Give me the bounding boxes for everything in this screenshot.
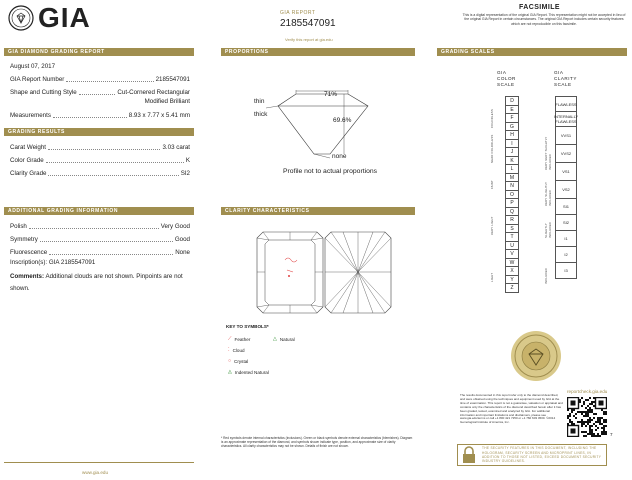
- clarity-grade-i2: I2: [555, 247, 577, 263]
- girdle-thin: thin: [254, 98, 265, 105]
- key-title: KEY TO SYMBOLS*: [226, 324, 269, 329]
- key-indented-natural: ◬ Indented Natural: [228, 369, 269, 375]
- clarity-group-vs: VERY SLIGHTLY INCLUDED: [544, 181, 552, 206]
- color-grade-y: Y: [505, 276, 519, 285]
- key-natural: △ Natural: [273, 336, 295, 342]
- girdle-thick: thick: [254, 111, 268, 118]
- disclaimer-text: The results documented in this report refer only to the diamond described, and were obtained using the techniques and equipment used by GIA at the time of examination. This report is not a guarantee, valuation or appraisal and contains only the characteristics of the diamond described herein after it has been graded, tested, examined and analyzed by GIA. For additional information and important limitations and disclaimers, please see www.gia.edu/terms or call +1 800 421 7250 or +1 760 603 4500. ©2014 Gemological Institute of America, Inc.: [460, 393, 563, 425]
- security-box: [457, 444, 607, 466]
- color-grade-m: M: [505, 174, 519, 183]
- color-group-near-colorless: NEAR COLORLESS: [490, 134, 494, 163]
- color-grade-z: Z: [505, 284, 519, 293]
- color-grade-j: J: [505, 148, 519, 157]
- proportions-diagram: [258, 86, 388, 162]
- verify-link[interactable]: Verify this report at gia.edu: [285, 37, 333, 42]
- qr-code-icon[interactable]: [567, 397, 607, 437]
- color-grade-k: K: [505, 157, 519, 166]
- color-grade-g: G: [505, 123, 519, 132]
- color-grade-t: T: [505, 233, 519, 242]
- key-cloud: ⁚ Cloud: [228, 347, 245, 353]
- clarity-grade-vs1: VS1: [555, 163, 577, 181]
- color-grade-x: X: [505, 267, 519, 276]
- culet-size: none: [332, 153, 347, 160]
- clarity-grade-flawless: FLAWLESS: [555, 97, 577, 112]
- additional-bar: ADDITIONAL GRADING INFORMATION: [4, 207, 194, 215]
- shape-value-line2: Modified Brilliant: [144, 98, 190, 105]
- report-date: August 07, 2017: [10, 63, 56, 70]
- color-grade-d: D: [505, 97, 519, 106]
- reportcheck-link[interactable]: reportcheck.gia.edu: [567, 389, 608, 394]
- row-report-number: GIA Report Number 2185547091: [10, 76, 190, 83]
- row-fluorescence: Fluorescence None: [10, 249, 190, 256]
- diamond-report-bar: GIA DIAMOND GRADING REPORT: [4, 48, 194, 56]
- clarity-grade-si1: SI1: [555, 199, 577, 215]
- facsimile-note: This is a digital representation of the original GIA Report. This representation might not be accepted in lieu of the original GIA Report in certain circumstances. The original GIA Report includes certain security features which are not reproducible on this facsimile.: [462, 13, 626, 26]
- row-shape: Shape and Cutting Style Cut-Cornered Rectangular: [10, 89, 190, 96]
- row-clarity: Clarity Grade SI2: [10, 170, 190, 177]
- color-grade-p: P: [505, 199, 519, 208]
- feather-icon: ⟋: [228, 336, 232, 342]
- gia-gold-seal-icon: [510, 330, 562, 382]
- report-title: GIA REPORT: [280, 10, 316, 16]
- security-text: THE SECURITY FEATURES IN THIS DOCUMENT, INCLUDING THE HOLOGRAM, SECURITY SCREEN AND MICROPRINT LINES, IN ADDITION TO THOSE NOT LISTED, EXCEED DOCUMENT SECURITY INDUSTRY GUIDELINES.: [482, 446, 602, 464]
- clarity-grade-vvs2: VVS2: [555, 145, 577, 163]
- left-panel-bottom-line: [4, 462, 194, 463]
- color-grade-l: L: [505, 165, 519, 174]
- color-grade-s: S: [505, 225, 519, 234]
- color-scale-title: GIA COLOR SCALE: [497, 70, 516, 87]
- color-grade-e: E: [505, 106, 519, 115]
- clarity-scale-title: GIA CLARITY SCALE: [554, 70, 577, 87]
- indented-natural-icon: ◬: [228, 369, 232, 375]
- clarity-grade-si2: SI2: [555, 215, 577, 231]
- comments-label: Comments:: [10, 273, 45, 280]
- clarity-plot-pavilion: [323, 230, 393, 315]
- clarity-grade-vvs1: VVS1: [555, 127, 577, 145]
- inscription: Inscription(s): GIA 2185547091: [10, 259, 96, 266]
- gia-seal-icon: [8, 5, 34, 31]
- color-group-faint: FAINT: [490, 180, 494, 189]
- color-scale: [505, 96, 519, 293]
- row-polish: Polish Very Good: [10, 223, 190, 230]
- lock-icon: [460, 446, 478, 464]
- grading-scales-bar: GRADING SCALES: [437, 48, 627, 56]
- clarity-scale: [555, 96, 577, 279]
- natural-icon: △: [273, 336, 277, 342]
- clarity-bar: CLARITY CHARACTERISTICS: [221, 207, 415, 215]
- color-group-colorless: COLORLESS: [490, 109, 494, 128]
- clarity-group-si: SLIGHTLY INCLUDED: [544, 222, 552, 238]
- key-crystal: ○ Crystal: [228, 358, 249, 364]
- clarity-grade-i1: I1: [555, 231, 577, 247]
- clarity-group-vvs: VERY VERY SLIGHTLY INCLUDED: [544, 136, 552, 170]
- color-grade-u: U: [505, 242, 519, 251]
- row-symmetry: Symmetry Good: [10, 236, 190, 243]
- cloud-icon: ⁚: [228, 347, 230, 353]
- footer-website[interactable]: www.gia.edu: [82, 470, 109, 475]
- comments-text: Additional clouds are not shown. Pinpoints are not shown.: [10, 273, 183, 292]
- clarity-footnote: * Red symbols denote internal characteristics (inclusions). Green or black symbols denote external characteristics (blemishes). Diagram is an approximate representation of the diamond, and symbols shown indicate type, position, and approximate size of clarity characteristics. All clarity characteristics may not be shown. Details of finish are not shown.: [221, 436, 413, 449]
- color-grade-f: F: [505, 114, 519, 123]
- row-carat: Carat Weight 3.03 carat: [10, 144, 190, 151]
- color-group-very-light: VERY LIGHT: [490, 216, 494, 235]
- color-grade-i: I: [505, 140, 519, 149]
- proportions-note: Profile not to actual proportions: [283, 168, 378, 175]
- comments: [10, 271, 195, 295]
- grading-results-bar: GRADING RESULTS: [4, 128, 194, 136]
- color-group-light: LIGHT: [490, 272, 494, 282]
- clarity-grade-i3: I3: [555, 263, 577, 279]
- clarity-grade-vs2: VS2: [555, 181, 577, 199]
- color-grade-w: W: [505, 259, 519, 268]
- color-grade-r: R: [505, 216, 519, 225]
- facsimile-title: FACSIMILE: [519, 4, 560, 11]
- page-number: 7: [610, 432, 613, 437]
- crystal-icon: ○: [228, 358, 232, 364]
- color-grade-h: H: [505, 131, 519, 140]
- logo-text: GIA: [38, 2, 91, 33]
- clarity-group-i: INCLUDED: [544, 268, 548, 284]
- clarity-grade-internally-flawless: INTERNALLY FLAWLESS: [555, 112, 577, 127]
- color-grade-q: Q: [505, 208, 519, 217]
- row-color: Color Grade K: [10, 157, 190, 164]
- table-percentage: 71%: [324, 91, 338, 98]
- color-grade-v: V: [505, 250, 519, 259]
- clarity-plot-crown: [255, 230, 325, 315]
- key-feather: ⟋ Feather: [228, 336, 251, 342]
- report-number: 2185547091: [280, 18, 336, 29]
- gia-logo: [8, 4, 91, 32]
- depth-percentage: 69.6%: [333, 117, 352, 124]
- proportions-bar: PROPORTIONS: [221, 48, 415, 56]
- color-grade-o: O: [505, 191, 519, 200]
- row-measurements: Measurements 8.93 x 7.77 x 5.41 mm: [10, 112, 190, 119]
- color-grade-n: N: [505, 182, 519, 191]
